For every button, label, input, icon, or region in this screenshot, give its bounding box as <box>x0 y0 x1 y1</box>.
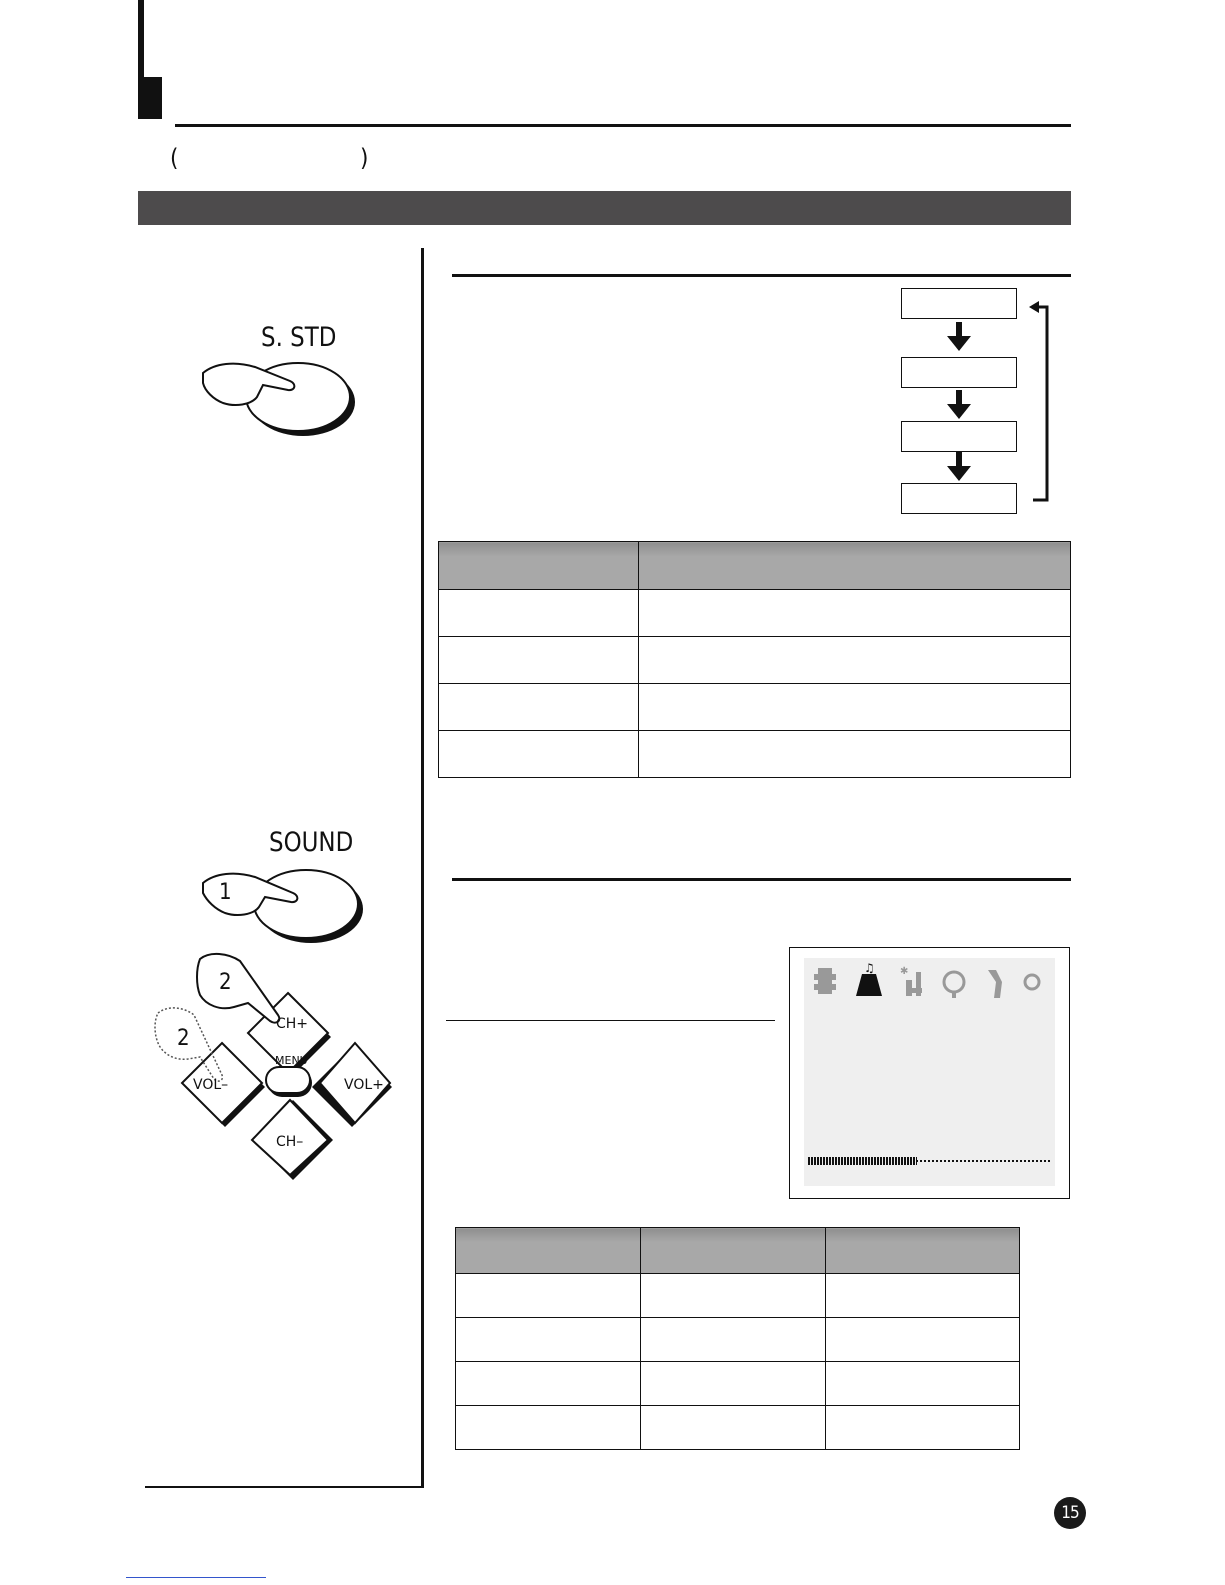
table-row <box>439 590 1071 637</box>
svg-text:♫: ♫ <box>864 962 875 975</box>
step-2-marker-top: 2 <box>219 970 232 995</box>
section-2-rule <box>452 878 1071 881</box>
sound-level-bar <box>808 1157 1050 1165</box>
section-1-rule <box>452 274 1071 277</box>
tuning-icon <box>988 970 1002 998</box>
flow-box-4 <box>901 483 1017 514</box>
picture-icon <box>814 968 836 994</box>
table-header-cell <box>456 1228 641 1274</box>
menu-label: MENU <box>275 1054 308 1067</box>
note-rule <box>446 1020 775 1021</box>
table-header-cell <box>439 542 639 590</box>
flow-arrows <box>930 318 990 483</box>
column-divider <box>421 248 424 1488</box>
vol-plus-label: VOL+ <box>344 1077 384 1093</box>
header-rule <box>175 124 1071 127</box>
table-row <box>439 637 1071 684</box>
table-row <box>456 1406 1020 1450</box>
table-row <box>439 731 1071 778</box>
s-std-label: S. STD <box>261 322 337 353</box>
table-row <box>439 684 1071 731</box>
flow-loop-bracket <box>1025 293 1055 505</box>
vol-minus-label: VOL– <box>193 1077 229 1093</box>
table-header-cell <box>826 1228 1020 1274</box>
function-icon <box>900 966 922 996</box>
sound-button[interactable] <box>195 863 370 948</box>
sound-mode-table <box>438 541 1071 778</box>
table-row <box>456 1274 1020 1318</box>
bottom-link-underline <box>126 1577 266 1578</box>
table-header-cell <box>641 1228 826 1274</box>
flow-box-1 <box>901 288 1017 319</box>
ch-minus-label: CH– <box>276 1134 304 1150</box>
s-std-button[interactable] <box>195 355 365 440</box>
paren-open: ( <box>170 144 179 172</box>
page-number: 15 <box>1061 1503 1079 1523</box>
step-2-marker-left: 2 <box>177 1026 190 1051</box>
menu-button[interactable] <box>266 1067 310 1093</box>
table-row <box>456 1318 1020 1362</box>
page-number-badge <box>1054 1497 1086 1529</box>
header-black-tab <box>138 77 162 119</box>
step-1-marker: 1 <box>219 880 232 905</box>
language-icon <box>944 972 964 998</box>
ch-plus-label: CH+ <box>276 1016 309 1032</box>
sound-label: SOUND <box>269 827 354 858</box>
sound-level-fill <box>808 1157 917 1165</box>
table-header-cell <box>639 542 1071 590</box>
svg-text:✱: ✱ <box>900 966 909 977</box>
preset-icon <box>1025 975 1039 989</box>
sound-setting-table <box>455 1227 1020 1450</box>
paren-close: ) <box>360 144 369 172</box>
sound-menu-screen <box>789 947 1070 1199</box>
left-bottom-rule <box>145 1486 424 1488</box>
osd-menu-icons <box>810 962 1050 1002</box>
hand-pointer-icon <box>197 954 279 1023</box>
sound-icon <box>856 962 882 996</box>
table-row <box>456 1362 1020 1406</box>
section-title-bar <box>138 191 1071 225</box>
